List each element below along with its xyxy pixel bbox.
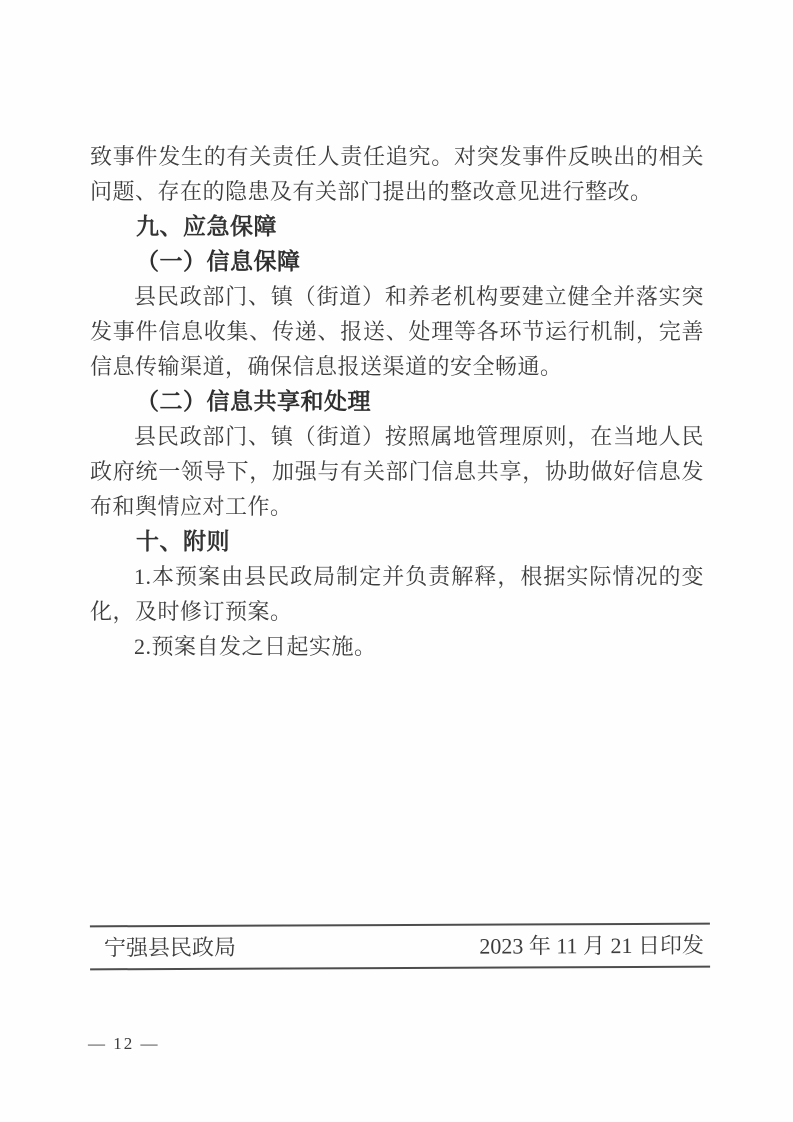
- heading-section-9: 九、应急保障: [136, 213, 277, 239]
- heading-section-10: 十、附则: [136, 528, 230, 554]
- paragraph-supplementary-1: 1.本预案由县民政局制定并负责解释，根据实际情况的变化，及时修订预案。: [90, 564, 704, 624]
- paragraph-supplementary-2: 2.预案自发之日起实施。: [134, 634, 377, 659]
- footer-issuer: 宁强县民政局: [103, 934, 237, 961]
- document-footer: [90, 923, 710, 971]
- heading-sub-9-1: （一）信息保障: [136, 249, 301, 274]
- footer-print-date: 2023 年 11 月 21 日印发: [479, 932, 705, 959]
- document-body: [90, 139, 704, 664]
- paragraph-information-safeguard: 县民政部门、镇（街道）和养老机构要建立健全并落实突发事件信息收集、传递、报送、处理等各环节运行机制，完善信息传输渠道，确保信息报送渠道的安全畅通。: [90, 284, 704, 379]
- heading-sub-9-2: （二）信息共享和处理: [136, 389, 371, 414]
- page-number: — 12 —: [88, 1034, 160, 1053]
- paragraph-rectification: 致事件发生的有关责任人责任追究。对突发事件反映出的相关问题、存在的隐患及有关部门提出的整改意见进行整改。: [90, 144, 704, 204]
- footer-row: [90, 925, 710, 969]
- paragraph-information-sharing: 县民政部门、镇（街道）按照属地管理原则，在当地人民政府统一领导下，加强与有关部门信息共享，协助做好信息发布和舆情应对工作。: [90, 424, 704, 519]
